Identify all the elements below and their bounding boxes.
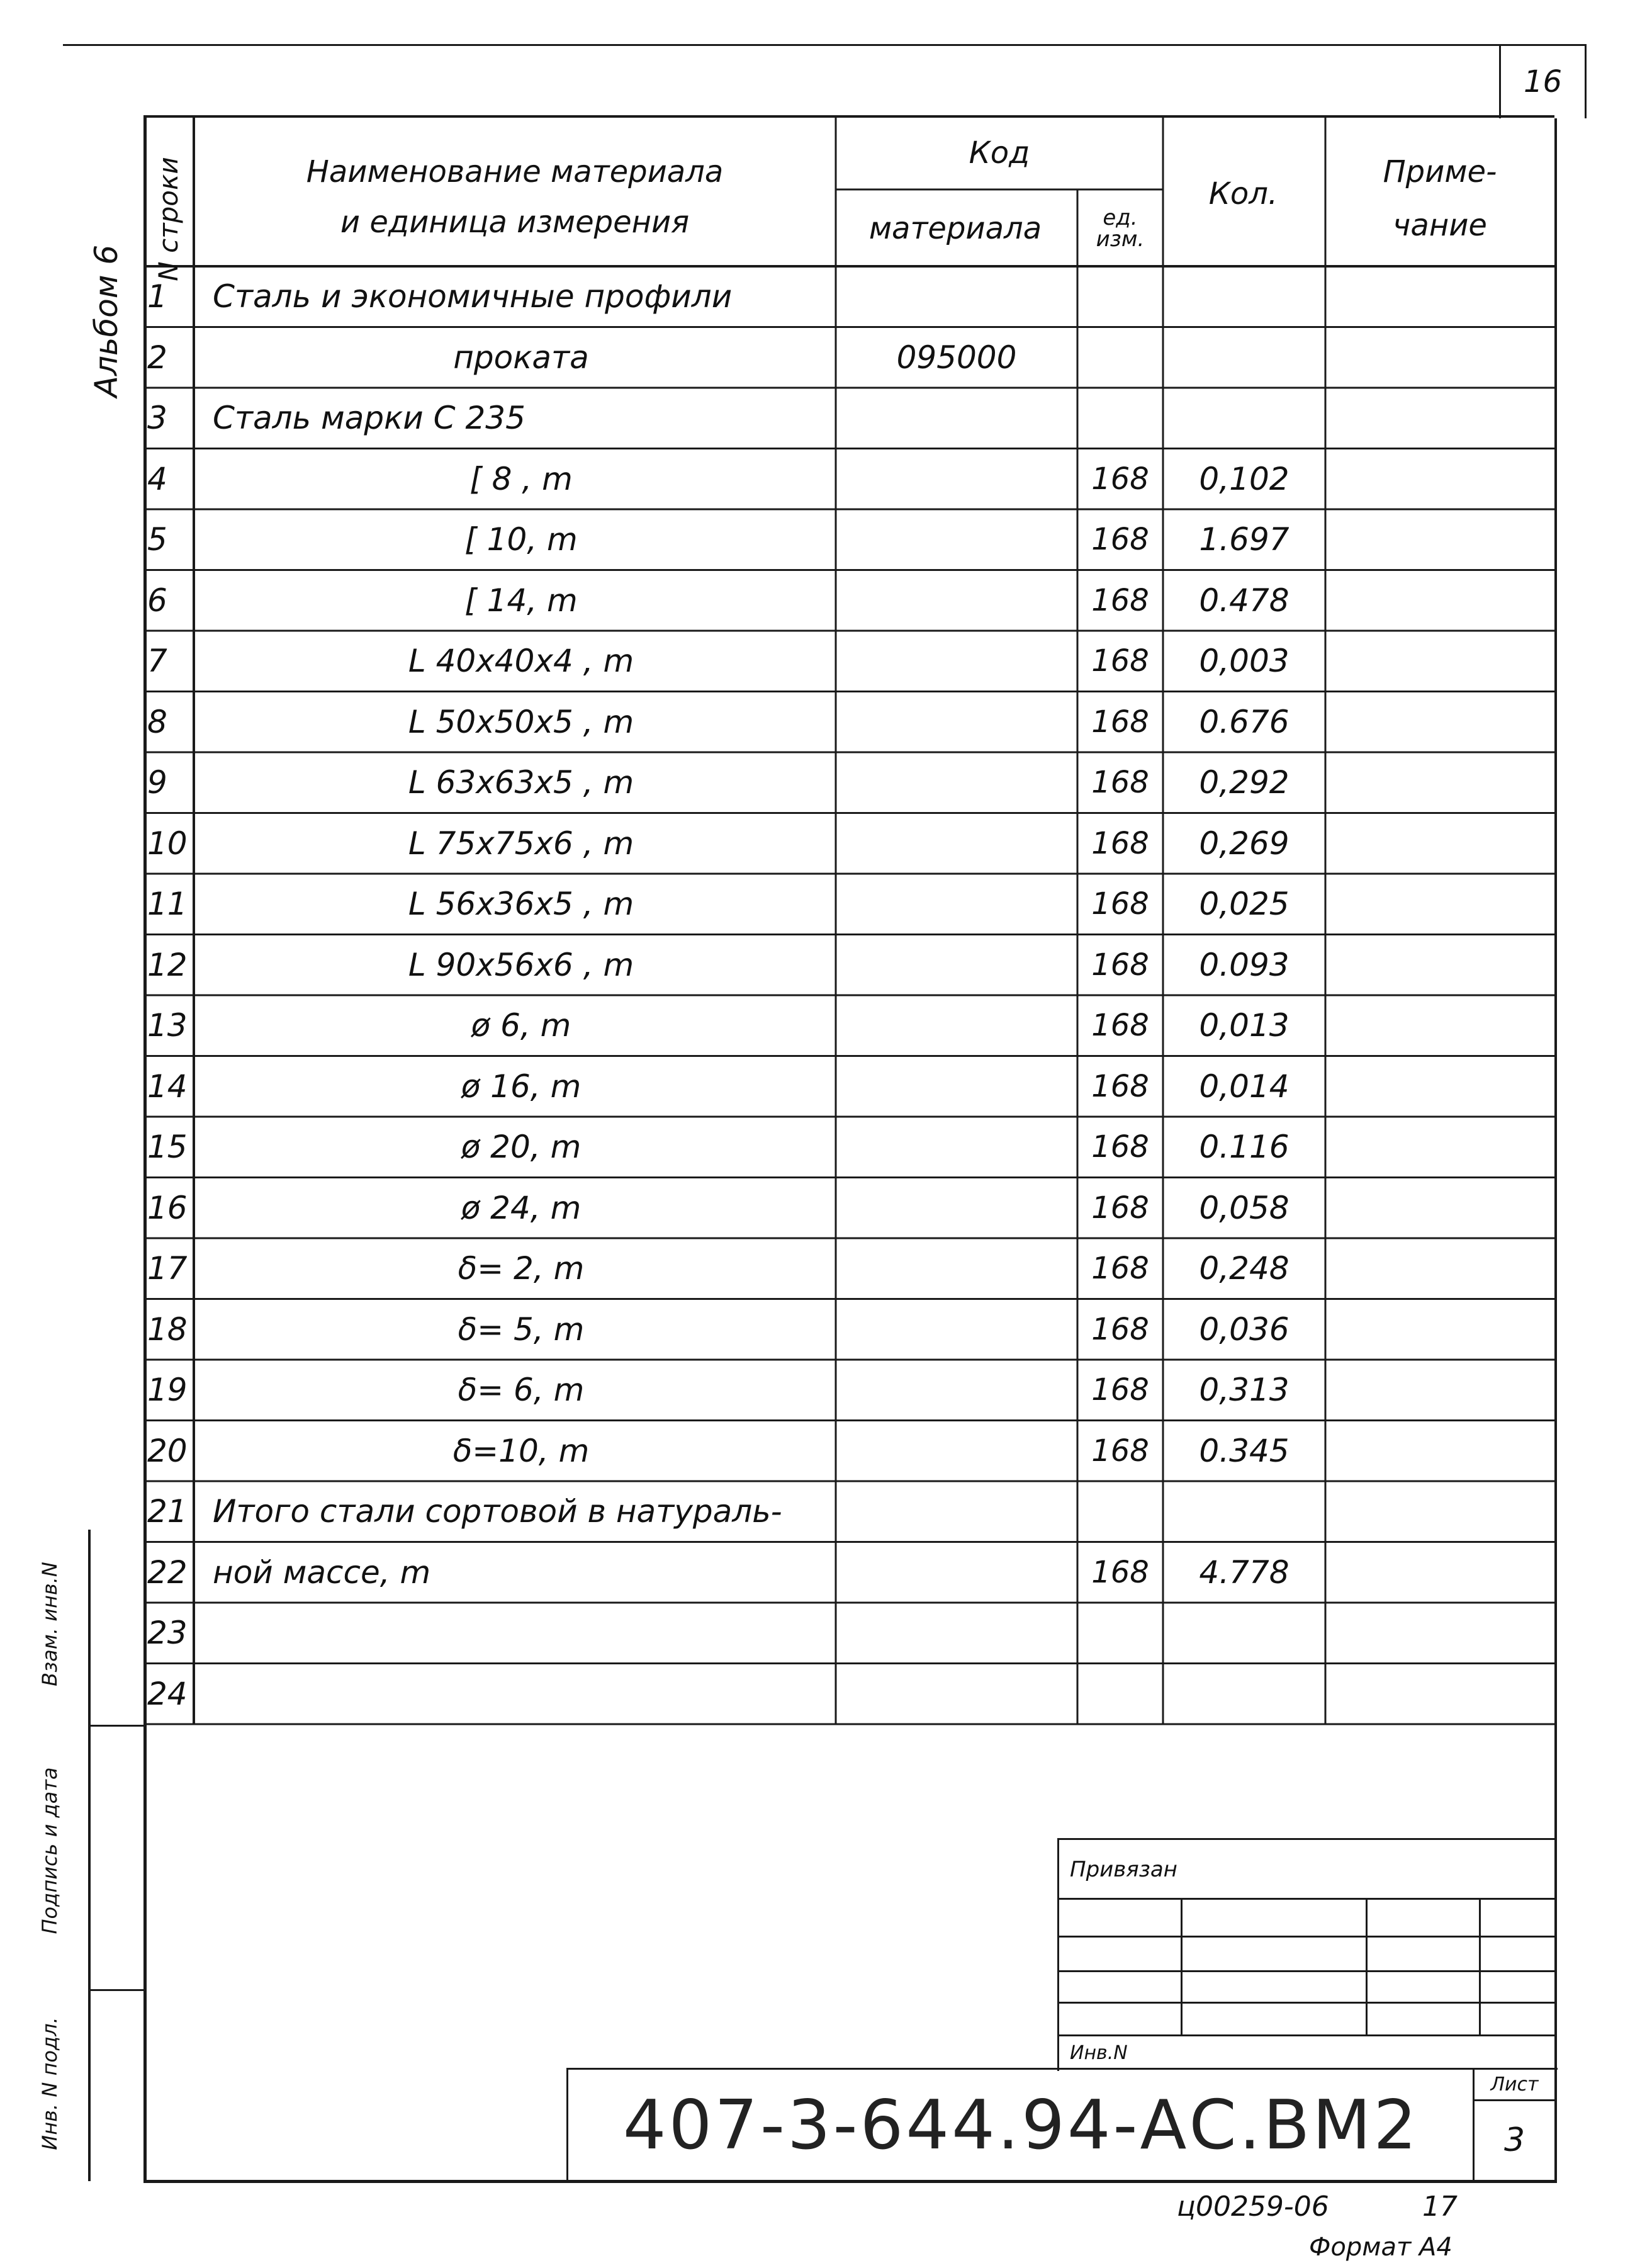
- material-name-cell: [ 14, m: [464, 582, 578, 619]
- title-block-left: [566, 2068, 568, 2182]
- header-qty: Кол.: [1208, 176, 1278, 212]
- note-cell: [1325, 1117, 1554, 1178]
- row-number-cell: 22: [147, 1554, 188, 1591]
- quantity-cell: [1163, 1603, 1325, 1664]
- material-name-cell: L 75x75x6 , m: [408, 825, 634, 862]
- header-note-line2: чание: [1393, 208, 1487, 243]
- material-code-cell: [836, 692, 1077, 753]
- archive-page: 17: [1422, 2190, 1458, 2223]
- material-name-cell: ной массе, m: [213, 1554, 431, 1591]
- side-inv-podl-label: Инв. N подл.: [38, 2017, 62, 2150]
- quantity-cell: 0,248: [1199, 1250, 1289, 1287]
- quantity-cell: 0,013: [1199, 1007, 1289, 1044]
- stamp-column-line: [1366, 1898, 1368, 2036]
- material-code-cell: [836, 1238, 1077, 1299]
- header-note-line1: Приме-: [1383, 154, 1497, 189]
- header-code: Код: [969, 135, 1030, 171]
- unit-code-cell: 168: [1091, 1068, 1149, 1104]
- quantity-cell: 0,292: [1199, 764, 1289, 801]
- header-name-line1: Наименование материала: [306, 154, 724, 189]
- note-cell: [1325, 266, 1554, 327]
- row-number-cell: 2: [147, 339, 167, 376]
- quantity-cell: 0,003: [1199, 643, 1289, 680]
- unit-code-cell: 168: [1091, 1372, 1149, 1408]
- note-cell: [1325, 1056, 1554, 1117]
- row-number-cell: 21: [147, 1493, 188, 1530]
- header-name-line2: и единица измерения: [340, 205, 690, 240]
- unit-code-cell: 168: [1091, 1433, 1149, 1469]
- quantity-cell: 0.676: [1199, 703, 1289, 740]
- row-number-cell: 18: [147, 1311, 188, 1348]
- stamp-top-line: [1057, 1838, 1554, 1840]
- material-code-cell: [836, 874, 1077, 935]
- material-name-cell: [213, 1603, 829, 1664]
- note-cell: [1325, 1603, 1554, 1664]
- header-row-number: N строки: [153, 157, 184, 281]
- note-cell: [1325, 1542, 1554, 1603]
- material-code-cell: [836, 995, 1077, 1056]
- unit-code-cell: 168: [1091, 1311, 1149, 1347]
- material-name-cell: L 90x56x6 , m: [408, 946, 634, 983]
- row-number-cell: 9: [147, 764, 167, 801]
- header-code-material: материала: [868, 211, 1042, 246]
- material-name-cell: δ= 2, m: [458, 1250, 585, 1287]
- material-name-cell: ø 24, m: [461, 1189, 582, 1226]
- row-number-cell: 5: [147, 521, 167, 558]
- row-number-cell: 20: [147, 1432, 188, 1469]
- stamp-column-line: [1181, 1898, 1183, 2036]
- unit-code-cell: 168: [1091, 1190, 1149, 1226]
- unit-code-cell: [1077, 1603, 1163, 1664]
- material-code-cell: [836, 1360, 1077, 1421]
- quantity-cell: 0,269: [1199, 825, 1289, 862]
- note-cell: [1325, 327, 1554, 388]
- row-number-cell: 10: [147, 825, 188, 862]
- row-number-cell: 3: [147, 400, 167, 437]
- stamp-left-line: [1057, 1838, 1059, 2071]
- unit-code-cell: [1077, 327, 1163, 388]
- unit-code-cell: 168: [1091, 1129, 1149, 1165]
- unit-code-cell: 168: [1091, 886, 1149, 922]
- note-cell: [1325, 752, 1554, 813]
- quantity-cell: 0,058: [1199, 1189, 1289, 1226]
- quantity-cell: [1163, 388, 1325, 449]
- material-name-cell: δ= 5, m: [458, 1311, 585, 1348]
- unit-code-cell: 168: [1091, 947, 1149, 983]
- material-name-cell: ø 16, m: [461, 1068, 582, 1105]
- material-code-cell: [836, 1603, 1077, 1664]
- row-number-cell: 8: [147, 703, 167, 740]
- unit-code-cell: 168: [1091, 1554, 1149, 1590]
- header-code-unit: ед. изм.: [1096, 205, 1145, 252]
- material-name-cell: ø 6, m: [471, 1007, 571, 1044]
- material-name-cell: проката: [453, 339, 589, 376]
- unit-code-cell: 168: [1091, 765, 1149, 801]
- material-code-cell: [836, 570, 1077, 631]
- quantity-cell: [1163, 266, 1325, 327]
- unit-code-cell: 168: [1091, 582, 1149, 618]
- row-number-cell: 14: [147, 1068, 188, 1105]
- note-cell: [1325, 813, 1554, 874]
- quantity-cell: 0.478: [1199, 582, 1289, 619]
- note-cell: [1325, 692, 1554, 753]
- row-number-cell: 24: [147, 1675, 188, 1712]
- material-code-cell: [836, 1117, 1077, 1178]
- row-number-cell: 17: [147, 1250, 188, 1287]
- frame-bottom-border: [143, 2180, 1557, 2183]
- quantity-cell: 0,036: [1199, 1311, 1289, 1348]
- quantity-cell: [1163, 327, 1325, 388]
- side-strip-divider: [88, 1989, 145, 1991]
- note-cell: [1325, 935, 1554, 996]
- note-cell: [1325, 1360, 1554, 1421]
- material-code-cell: 095000: [896, 339, 1017, 376]
- unit-code-cell: [1077, 1664, 1163, 1725]
- quantity-cell: [1163, 1664, 1325, 1725]
- material-name-cell: δ= 6, m: [458, 1372, 585, 1409]
- page-box-right: [1585, 44, 1587, 118]
- material-code-cell: [836, 813, 1077, 874]
- material-code-cell: [836, 1299, 1077, 1360]
- stamp-column-line: [1479, 1898, 1481, 2036]
- material-name-cell: [213, 1664, 829, 1725]
- row-number-cell: 4: [147, 460, 167, 497]
- material-code-cell: [836, 1664, 1077, 1725]
- unit-code-cell: 168: [1091, 1251, 1149, 1287]
- note-cell: [1325, 570, 1554, 631]
- unit-code-cell: [1077, 1481, 1163, 1542]
- unit-code-cell: [1077, 266, 1163, 327]
- note-cell: [1325, 1238, 1554, 1299]
- sheet-label: Лист: [1490, 2073, 1539, 2096]
- material-name-cell: [ 10, m: [464, 521, 578, 558]
- material-name-cell: [ 8 , m: [469, 460, 573, 497]
- note-cell: [1325, 1664, 1554, 1725]
- note-cell: [1325, 1481, 1554, 1542]
- sheet-number: 3: [1503, 2121, 1525, 2159]
- row-number-cell: 13: [147, 1007, 188, 1044]
- material-code-cell: [836, 1481, 1077, 1542]
- note-cell: [1325, 995, 1554, 1056]
- row-number-cell: 15: [147, 1129, 188, 1166]
- note-cell: [1325, 388, 1554, 449]
- quantity-cell: 4.778: [1199, 1554, 1289, 1591]
- material-code-cell: [836, 1421, 1077, 1482]
- note-cell: [1325, 449, 1554, 510]
- note-cell: [1325, 1178, 1554, 1239]
- material-code-cell: [836, 388, 1077, 449]
- material-code-cell: [836, 1178, 1077, 1239]
- material-code-cell: [836, 752, 1077, 813]
- document-code: 407-3-644.94-АС.ВМ2: [622, 2085, 1420, 2165]
- side-podpis-label: Подпись и дата: [38, 1767, 62, 1934]
- material-name-cell: δ=10, m: [452, 1432, 590, 1469]
- page-number: 16: [1523, 64, 1563, 99]
- note-cell: [1325, 1421, 1554, 1482]
- side-vzam-label: Взам. инв.N: [38, 1562, 62, 1686]
- side-album-label: Альбом 6: [88, 244, 125, 398]
- unit-code-cell: [1077, 388, 1163, 449]
- material-code-cell: [836, 266, 1077, 327]
- side-strip-line: [88, 1530, 91, 2181]
- material-name-cell: Сталь и экономичные профили: [213, 278, 733, 315]
- material-name-cell: L 63x63x5 , m: [408, 764, 634, 801]
- title-block-top: [566, 2068, 1558, 2070]
- material-name-cell: L 40x40x4 , m: [408, 643, 634, 680]
- top-border-line: [63, 44, 1586, 46]
- quantity-cell: 0,313: [1199, 1372, 1289, 1409]
- archive-number: ц00259-06: [1177, 2190, 1329, 2223]
- material-name-cell: Сталь марки С 235: [213, 400, 525, 437]
- material-code-cell: [836, 449, 1077, 510]
- material-name-cell: L 56x36x5 , m: [408, 886, 634, 923]
- row-number-cell: 11: [147, 886, 188, 923]
- note-cell: [1325, 509, 1554, 570]
- quantity-cell: 0,025: [1199, 886, 1289, 923]
- row-number-cell: 6: [147, 582, 167, 619]
- unit-code-cell: 168: [1091, 461, 1149, 497]
- stamp-privyazan: Привязан: [1070, 1857, 1177, 1882]
- material-code-cell: [836, 935, 1077, 996]
- note-cell: [1325, 631, 1554, 692]
- row-number-cell: 12: [147, 946, 188, 983]
- material-code-cell: [836, 1542, 1077, 1603]
- row-number-cell: 19: [147, 1372, 188, 1409]
- row-number-cell: 16: [147, 1189, 188, 1226]
- stamp-inv-n: Инв.N: [1070, 2041, 1128, 2064]
- quantity-cell: [1163, 1481, 1325, 1542]
- unit-code-cell: 168: [1091, 522, 1149, 558]
- material-name-cell: L 50x50x5 , m: [408, 703, 634, 740]
- material-code-cell: [836, 1056, 1077, 1117]
- side-strip-divider: [88, 1725, 145, 1727]
- material-name-cell: Итого стали сортовой в натураль-: [213, 1493, 782, 1530]
- unit-code-cell: 168: [1091, 643, 1149, 679]
- material-code-cell: [836, 631, 1077, 692]
- unit-code-cell: 168: [1091, 704, 1149, 740]
- quantity-cell: 0.116: [1199, 1129, 1289, 1166]
- frame-right-border: [1554, 118, 1557, 2183]
- quantity-cell: 0,102: [1199, 460, 1289, 497]
- note-cell: [1325, 1299, 1554, 1360]
- quantity-cell: 1.697: [1199, 521, 1289, 558]
- unit-code-cell: 168: [1091, 1008, 1149, 1044]
- unit-code-cell: 168: [1091, 825, 1149, 861]
- materials-table: [143, 115, 1554, 1727]
- row-number-cell: 1: [147, 278, 167, 315]
- material-code-cell: [836, 509, 1077, 570]
- quantity-cell: 0,014: [1199, 1068, 1289, 1105]
- quantity-cell: 0.345: [1199, 1432, 1289, 1469]
- row-number-cell: 7: [147, 643, 167, 680]
- note-cell: [1325, 874, 1554, 935]
- format-label: Формат А4: [1309, 2233, 1452, 2262]
- row-number-cell: 23: [147, 1615, 188, 1652]
- quantity-cell: 0.093: [1199, 946, 1289, 983]
- material-name-cell: ø 20, m: [461, 1129, 582, 1166]
